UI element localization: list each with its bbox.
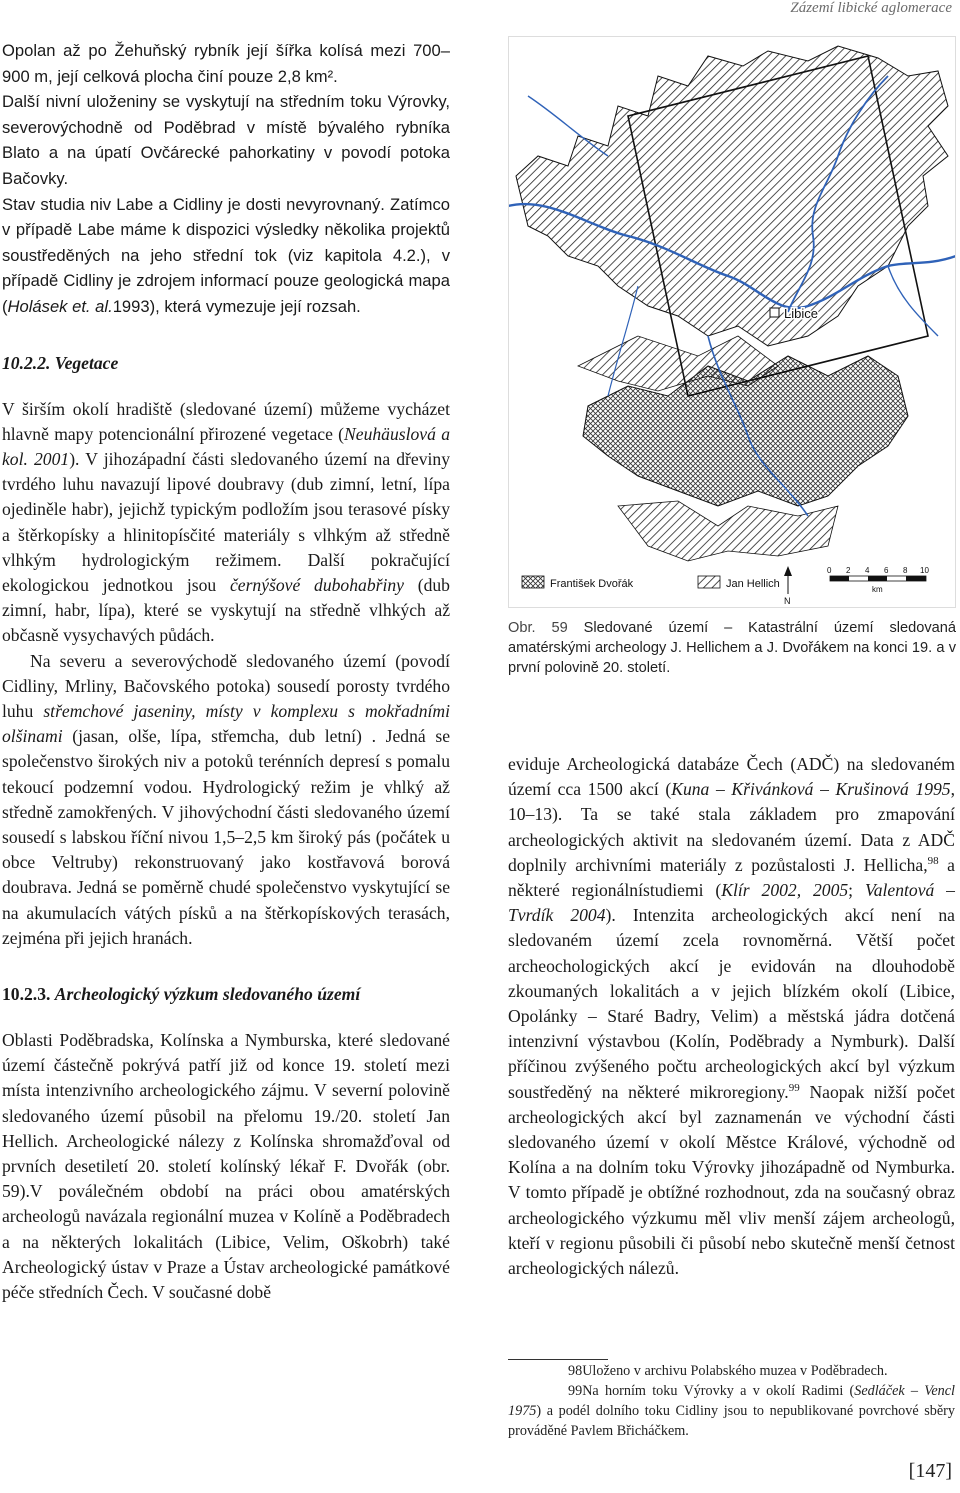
svg-text:10: 10 — [920, 566, 929, 575]
legend-swatch-hellich — [698, 576, 720, 588]
citation: Valentová – Tvrdík 2004 — [508, 880, 955, 926]
legend-label-dvorak: František Dvořák — [550, 578, 634, 590]
text-run: , 10–13). Ta se také stala základem pro zmapování archeologických aktivit na sledovaném území. Data z ADČ doplnily archivními materiály z pozůstalosti J. Hellicha, — [508, 779, 955, 875]
citation: Holásek et. al. — [7, 296, 113, 316]
figure-caption — [508, 618, 956, 678]
svg-text:km: km — [872, 585, 883, 594]
text-run: Naopak nižší počet archeologických akcí byl zaznamenán ve východní části sledovaného území v okolí Městce Králové, východně od Kolína a na dolním toku Výrovky jihozápadně od Nymburka. V tomto případě je obtížné rozhodnout, zda na současný obraz archeologického výzkumu měl vliv menší zájem archeologů, kteří v regionu působili či působí nebo skutečně menší četnost archeologických nálezů. — [508, 1081, 955, 1279]
footnote-ref-98[interactable]: 98 — [927, 854, 939, 867]
paragraph: Opolan až po Žehuňský rybník její šířka kolísá mezi 700–900 m, její celková plocha činí pouze 2,8 km². — [2, 41, 450, 86]
text-run: (dub zimní, habr, lípa), které se vyskytují na středně vlhkých až občasně vysychavých půdách. — [2, 574, 450, 646]
text-run: ). Intenzita archeologických akcí není na sledovaném území zcela rovnoměrná. Větší počet archeochologických akcí je evidován na dlouhodobě zkoumaných lokalitách a v jejich blízkém okolí (Libice, Opolánky – Staré Badry, Velim) a městská jádra dotčená intenzivní výstavbou (Kolín, Poděbrady a Nymburk). Další příčinou zvýšeného počtu archeologických akcí byl výzkum soustředěný na některé mikroregiony. — [508, 905, 955, 1102]
svg-text:N: N — [784, 596, 791, 606]
svg-text:0: 0 — [827, 566, 832, 575]
libice-marker — [770, 308, 779, 317]
paragraph: Oblasti Poděbradska, Kolínska a Nymburska, které sledované území částečně pokrývá patří již od konce 19. století mezi místa intenzivního archeologického zájmu. V severní polovině sledovaného území působil na přelomu 19./20. století Jan Hellich. Archeologické nálezy z Kolínska shromažďoval od prvních desetiletí 20. století kolínský lékař F. Dvořák (obr. 59).V poválečném období na práci obou amatérských archeologů navázala regionální muzea v Kolíně a Poděbradech a na některých lokalitách (Libice, Velim, Oškobrh) také Archeologický ústav v Praze a Ústav archeologické památkové péče středních Čech. V současné době — [2, 1030, 450, 1303]
page-number: [147] — [908, 1460, 952, 1482]
footnote-divider — [508, 1359, 608, 1360]
place-label-libice: Libice — [784, 306, 818, 321]
caption-text: Sledované území – Katastrální území sledovaná amatérskými archeology J. Hellichem a J. Dvořákem na konci 19. a v první polovině 20. století. — [508, 620, 956, 676]
caption-label: Obr. 59 — [508, 620, 568, 636]
text-run: V širším okolí hradiště (sledované území) můžeme vycházet hlavně mapy potencionální přirozené vegetace ( — [2, 398, 450, 444]
svg-text:2: 2 — [846, 566, 851, 575]
text-run: ). V jihozápadní části sledovaného území na dřeviny tvrdého luhu navazují lipové doubravy (dub zimní, letní, lípa ojediněle habr), jejichž typickým podložím jsou terasové písky a štěrkopísky a hlinitopísčité materiály s vlhkým až středně vlhkým hydrologickým režimem. Další pokračující ekologickou jednotkou jsou — [2, 448, 450, 595]
svg-text:6: 6 — [884, 566, 889, 575]
footnote-99: 99Na horním toku Výrovky a v okolí Radimi (Sedláček – Vencl 1975) a podél dolního toku Cidliny jsou to nepublikované povrchové sběry prováděné Pavlem Břicháčkem. — [508, 1383, 955, 1439]
text-run: 1993), která vymezuje její rozsah. — [112, 296, 361, 316]
citation: Kuna – Křivánková – Krušinová 1995 — [671, 779, 951, 800]
text-run: eviduje Archeologická databáze Čech (ADČ) na sledovaném území cca 1500 akcí ( — [508, 754, 955, 800]
citation: Neuhäuslová a kol. 2001 — [2, 423, 450, 469]
emphasis: černýšové dubohabřiny — [229, 574, 404, 595]
paragraph — [508, 752, 955, 1281]
right-column — [508, 752, 955, 1281]
running-head: Zázemí libické aglomerace — [790, 0, 952, 16]
map-svg — [508, 36, 956, 608]
svg-text:8: 8 — [903, 566, 908, 575]
paragraph — [2, 397, 450, 649]
legend-swatch-dvorak — [522, 576, 544, 588]
footnote-ref-99[interactable]: 99 — [788, 1081, 800, 1094]
paragraph: Další nivní uloženiny se vyskytují na středním toku Výrovky, severovýchodně od Poděbrad v místě bývalého rybníka Blato a na úpatí Ovčárecké pahorkatiny v povodí potoka Bačovky. — [2, 92, 450, 188]
citation: Klír 2002, 2005 — [721, 880, 849, 901]
text-run: Stav studia niv Labe a Cidliny je dosti nevyrovnaný. Zatímco v případě Labe máme k dispozici výsledky několika projektů soustředěných na jeho střední tok (viz kapitola 4.2.), v případě Cidliny je zdrojem informací pouze geologická mapa ( — [2, 194, 450, 316]
footnote-98: 98Uloženo v archivu Polabského muzea v Poděbradech. — [568, 1363, 888, 1379]
svg-text:4: 4 — [865, 566, 870, 575]
left-column — [2, 38, 450, 1305]
text-run: ; — [848, 880, 865, 901]
emphasis: střemchové jaseniny, místy v komplexu s mokřadními olšinami — [2, 700, 450, 747]
section-heading-vegetace: 10.2.2. Vegetace — [2, 352, 119, 373]
text-run: (jasan, olše, lípa, střemcha, dub letní) . Jedná se společenstvo širokých niv a potoků terénních depresí s pomalu tekoucí podzemní vodou. Hydrologický režim je vhlký až středně zamokřených. V jihovýchodní části sledovaného území sousedí s labskou říční nivou 1,5–2,5 km široký pás (počátek u obce Veltruby) rekonstruovaný jako kostřavová borová doubrava. Jedná se poměrně chudé společenstvo vyskytující se na akumulacích vátých písků a na štěrkopískových terasách, zejména při jejich hranách. — [2, 726, 450, 948]
footnotes — [508, 1361, 955, 1441]
section-heading-archeologicky-vyzkum: 10.2.3. Archeologický výzkum sledovaného území — [2, 984, 361, 1004]
paragraph — [2, 649, 450, 951]
legend-label-hellich: Jan Hellich — [726, 578, 780, 590]
paragraph — [2, 192, 450, 320]
text-run: a některé regionálnístudiemi ( — [508, 854, 955, 901]
map-figure — [508, 36, 956, 608]
text-run: Na severu a severovýchodě sledovaného území (povodí Cidliny, Mrliny, Bačovského potoka) sousedí porosty tvrdého luhu — [2, 650, 450, 721]
